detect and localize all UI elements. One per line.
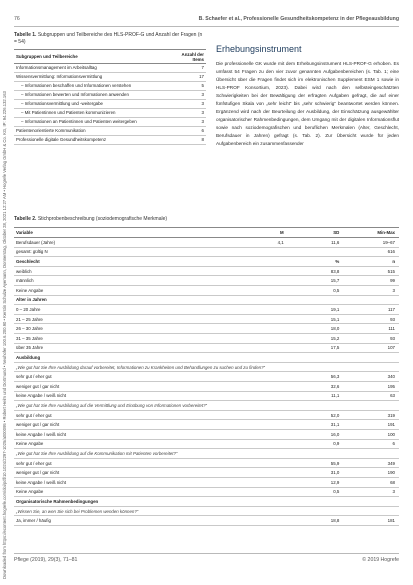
table-2-row xyxy=(14,401,399,411)
table-2-col-header: SD xyxy=(288,228,344,238)
table-2-cell-value xyxy=(232,439,288,449)
table-1-cell-count: 17 xyxy=(168,72,206,81)
table-2-cell-label: „Wissen Sie, an wen Sie sich bei Problemen wenden können?“ xyxy=(14,506,232,516)
table-2-col-header: Min-Max xyxy=(343,228,399,238)
running-head xyxy=(14,16,399,26)
table-2-cell-label: Keine Angabe xyxy=(14,286,232,296)
table-1-row xyxy=(14,64,206,73)
table-2-cell-value xyxy=(232,506,288,516)
table-2-col-header: Variable xyxy=(14,228,232,238)
table-1-row xyxy=(14,108,206,117)
table-2-cell-value xyxy=(232,449,288,459)
table-2-cell-value: 15,7 xyxy=(288,276,344,286)
table-2-cell-label: weniger gut / gar nicht xyxy=(14,468,232,478)
table-1-cell-count: 3 xyxy=(168,90,206,99)
table-2-cell-value: 0,5 xyxy=(288,487,344,497)
table-2-cell-label: Berufsdauer (Jahre) xyxy=(14,238,232,248)
table-1-caption xyxy=(14,32,206,46)
table-1-cell-count: 3 xyxy=(168,117,206,126)
table-2-row xyxy=(14,334,399,344)
table-2-cell-value: 63 xyxy=(343,391,399,401)
table-2-row xyxy=(14,295,399,305)
table-2-row xyxy=(14,487,399,497)
table-2-cell-value: n xyxy=(343,257,399,267)
table-1-cell-count: 5 xyxy=(168,81,206,90)
journal-citation: Pflege (2019), 29(3), 71–81 xyxy=(14,557,78,563)
page-number: 76 xyxy=(14,16,20,22)
table-2-cell-value: 3 xyxy=(343,487,399,497)
table-1-row xyxy=(14,117,206,126)
table-1-grid xyxy=(14,49,206,145)
table-2-cell-label: über 35 Jahre xyxy=(14,343,232,353)
table-1-row xyxy=(14,135,206,144)
table-1-cell-count: 3 xyxy=(168,108,206,117)
table-2-row xyxy=(14,477,399,487)
table-2-cell-value xyxy=(232,334,288,344)
table-2-cell-value xyxy=(288,506,344,516)
footer-rule xyxy=(14,553,399,554)
section-heading: Erhebungsinstrument xyxy=(216,44,302,54)
table-2-cell-label: sehr gut / eher gut xyxy=(14,458,232,468)
table-2-cell-value: 195 xyxy=(343,382,399,392)
table-2-row xyxy=(14,362,399,372)
table-2-cell-value: 19,1 xyxy=(288,305,344,315)
table-1-row xyxy=(14,126,206,135)
table-2-cell-label: keine Angabe / weiß nicht xyxy=(14,477,232,487)
table-1-cell-label: Wissensvermittlung: Informationsvermittlung xyxy=(14,72,168,81)
table-2-row xyxy=(14,257,399,267)
table-2-cell-label: weiblich xyxy=(14,266,232,276)
table-2-cell-value: 4,1 xyxy=(232,238,288,248)
table-2-cell-label: sehr gut / eher gut xyxy=(14,410,232,420)
table-2-cell-value: 19–67 xyxy=(343,238,399,248)
table-2-cell-value: 0,5 xyxy=(288,286,344,296)
table-2-row xyxy=(14,449,399,459)
table-2-cell-value xyxy=(288,497,344,507)
table-2-caption-text: Stichprobenbeschreibung (soziodemografische Merkmale) xyxy=(37,216,168,222)
table-2-cell-value: 56,3 xyxy=(288,372,344,382)
table-2-row xyxy=(14,410,399,420)
body-paragraph: Die professionelle GK wurde mit dem Erhebungsinstrument HLS-PROF-G erhoben. Es umfasst 54 Fragen zu den vier zuvor genannten Aufgabenbereichen (s. Tab. 1; eine Übersicht über die Fragen findet sich im elektronischen Supplement ESM 1 sowie in HLS-PROF Konsortium, 2023). Dabei wird nach den selbsteingeschätzten Schwierigkeiten bei der Bewältigung der erfragten Aufgaben gefragt, die auf einer fünfstufigen Skala von „sehr leicht“ bis „sehr schwierig“ beantwortet werden können. Ergänzend wird nach der Beurteilung der Ausbildung, der Einschätzung ausgewählter organisatorischer Rahmenbedingungen, dem Umgang mit der digitalen Informationsflut sowie nach soziodemografischen und beruflichen Merkmalen (Alter, Geschlecht, Berufsdauer in Jahren) gefragt (s. Tab. 2). Zur Übersicht wurde für jeden Aufgabenbereich ein zusammenfassender xyxy=(216,61,399,147)
table-2-cell-value: 349 xyxy=(343,458,399,468)
table-2-cell-value xyxy=(232,458,288,468)
table-2-cell-label: „Wie gut hat Sie Ihre Ausbildung auf die Vermittlung und Einübung von Informationen vorbereitet?“ xyxy=(14,401,232,411)
table-2-cell-value xyxy=(232,314,288,324)
table-2-cell-value: 99 xyxy=(343,276,399,286)
table-1-cell-label: – Informationen beschaffen und Informationen verstehen xyxy=(14,81,168,90)
table-1-row xyxy=(14,99,206,108)
table-2-cell-value xyxy=(232,247,288,257)
table-2-cell-value xyxy=(343,497,399,507)
table-2-cell-label: keine Angabe / weiß nicht xyxy=(14,429,232,439)
table-2-cell-value xyxy=(232,429,288,439)
table-2-cell-label: weniger gut / gar nicht xyxy=(14,420,232,430)
table-1-cell-count: 8 xyxy=(168,135,206,144)
table-2-cell-value: 3 xyxy=(343,286,399,296)
table-2-cell-value xyxy=(343,362,399,372)
table-2-row xyxy=(14,506,399,516)
table-2-cell-value xyxy=(232,477,288,487)
table-2-cell-value: 31,1 xyxy=(288,420,344,430)
table-2-cell-value xyxy=(232,324,288,334)
table-2-cell-label: sehr gut / eher gut xyxy=(14,372,232,382)
table-1-row xyxy=(14,90,206,99)
table-1-row xyxy=(14,72,206,81)
table-2-cell-value xyxy=(232,468,288,478)
table-2-row xyxy=(14,439,399,449)
table-2-cell-value: 117 xyxy=(343,305,399,315)
table-2-cell-value: 6 xyxy=(343,439,399,449)
table-2-cell-value xyxy=(232,372,288,382)
table-2-cell-value: 515 xyxy=(343,266,399,276)
table-2-cell-label: Keine Angabe xyxy=(14,439,232,449)
table-2-cell-label: Alter in Jahren xyxy=(14,295,232,305)
table-2-row xyxy=(14,372,399,382)
table-2-row xyxy=(14,353,399,363)
table-2-cell-value xyxy=(288,401,344,411)
table-2-cell-value xyxy=(288,295,344,305)
table-2-row xyxy=(14,458,399,468)
table-2-cell-value xyxy=(288,362,344,372)
table-2-cell-value: 107 xyxy=(343,343,399,353)
table-2-cell-value: 616 xyxy=(343,247,399,257)
table-2-cell-value xyxy=(343,295,399,305)
table-2-cell-value xyxy=(232,391,288,401)
table-2-cell-value xyxy=(232,487,288,497)
table-1 xyxy=(14,32,206,145)
table-2-cell-label: Organisatorische Rahmenbedingungen xyxy=(14,497,232,507)
table-2-cell-value: 11,1 xyxy=(288,391,344,401)
table-2-col-header: M xyxy=(232,228,288,238)
table-2-cell-value: 93 xyxy=(343,334,399,344)
table-2-cell-value: 17,5 xyxy=(288,343,344,353)
table-2-cell-value xyxy=(232,286,288,296)
table-1-cell-label: Patientenorientierte Kommunikation xyxy=(14,126,168,135)
table-2-caption-label: Tabelle 2. xyxy=(14,216,37,222)
table-2-cell-value xyxy=(232,410,288,420)
table-2-cell-value: 18,8 xyxy=(288,516,344,526)
table-2-cell-label: 0 – 20 Jahre xyxy=(14,305,232,315)
table-2-cell-value xyxy=(288,247,344,257)
table-1-caption-text: Subgruppen und Teilbereiche des HLS-PROF-G und Anzahl der Fragen (n = 54) xyxy=(14,32,203,45)
table-2-cell-label: 31 – 35 Jahre xyxy=(14,334,232,344)
table-2-cell-label: „Wie gut hat Sie Ihre Ausbildung auf die Kommunikation mit Patienten vorbereitet?“ xyxy=(14,449,232,459)
download-watermark-strip xyxy=(0,0,10,585)
table-2-cell-label: Ausbildung xyxy=(14,353,232,363)
table-2-cell-value: 190 xyxy=(343,468,399,478)
running-article-title: B. Schaefer et al., Professionelle Gesundheitskompetenz in der Pflegeausbildung xyxy=(198,16,399,22)
table-2-cell-label: männlich xyxy=(14,276,232,286)
table-1-row xyxy=(14,81,206,90)
table-2-cell-value xyxy=(232,305,288,315)
table-1-cell-label: – Informationen bewerten und Informationen anwenden xyxy=(14,90,168,99)
table-2-cell-value: 181 xyxy=(343,516,399,526)
table-2-row xyxy=(14,286,399,296)
table-2-cell-value: 340 xyxy=(343,372,399,382)
table-2-cell-value xyxy=(232,497,288,507)
table-2-cell-value: 68 xyxy=(343,477,399,487)
table-2-cell-value: 52,0 xyxy=(288,410,344,420)
table-2-cell-value: 12,9 xyxy=(288,477,344,487)
table-2-cell-value xyxy=(232,343,288,353)
table-2-cell-value: 18,0 xyxy=(288,324,344,334)
table-2-cell-value: 31,0 xyxy=(288,468,344,478)
table-2-cell-label: 26 – 30 Jahre xyxy=(14,324,232,334)
table-2-cell-value: 32,6 xyxy=(288,382,344,392)
table-1-cell-label: – Mit Patientinnen und Patienten kommunizieren xyxy=(14,108,168,117)
table-2-cell-value xyxy=(232,420,288,430)
table-2-row xyxy=(14,305,399,315)
table-2-cell-label: Keine Angabe xyxy=(14,487,232,497)
table-2-cell-value xyxy=(288,353,344,363)
table-1-cell-count: 7 xyxy=(168,64,206,73)
table-2-cell-value: 100 xyxy=(343,429,399,439)
header-rule xyxy=(14,26,399,27)
download-watermark-text: Downloaded from https://econtent.hogrefe.com/doi/pdf/10.1024/2297-1025/a000095 • Robert Helm und Dortmund • Neuhofer 100.6.200.90 • Kerstin Schulze Ayemann, Donnerstag, Oktober 28, 2021 12:27 AM • Hogrefe Verlag GmbH & Co. KG, IP: 94.226.132.163 xyxy=(2,91,7,579)
table-2-row xyxy=(14,391,399,401)
table-2-cell-value xyxy=(343,449,399,459)
table-2-row xyxy=(14,516,399,526)
table-2-row xyxy=(14,324,399,334)
table-2-cell-label: gesamt: gültig N xyxy=(14,247,232,257)
table-2-cell-value: 83,8 xyxy=(288,266,344,276)
table-2-row xyxy=(14,429,399,439)
table-2-row xyxy=(14,266,399,276)
table-2-cell-value xyxy=(232,257,288,267)
table-1-cell-label: – Informationsvermittlung und -weitergabe xyxy=(14,99,168,108)
table-2-cell-label: weniger gut / gar nicht xyxy=(14,382,232,392)
table-2-cell-value xyxy=(232,266,288,276)
table-2 xyxy=(14,227,399,526)
table-2-cell-value xyxy=(232,382,288,392)
table-2-cell-value xyxy=(232,516,288,526)
table-2-caption xyxy=(14,216,167,223)
table-2-row xyxy=(14,382,399,392)
table-2-cell-label: 21 – 25 Jahre xyxy=(14,314,232,324)
table-2-cell-value: 111 xyxy=(343,324,399,334)
table-2-cell-label: Ja, immer / häufig xyxy=(14,516,232,526)
table-2-cell-value xyxy=(343,506,399,516)
table-2-row xyxy=(14,276,399,286)
table-2-cell-label: „Wie gut hat Sie Ihre Ausbildung darauf vorbereitet, Informationen zu Krankheiten und Behandlungen zu suchen und zu finden?“ xyxy=(14,362,232,372)
table-2-row xyxy=(14,343,399,353)
table-1-col-header: Anzahl der Items xyxy=(168,50,206,64)
table-2-cell-value xyxy=(288,449,344,459)
table-2-cell-value: 319 xyxy=(343,410,399,420)
table-2-row xyxy=(14,238,399,248)
table-2-row xyxy=(14,247,399,257)
table-2-cell-label: keine Angabe / weiß nicht xyxy=(14,391,232,401)
table-2-cell-value xyxy=(232,353,288,363)
copyright-notice: © 2019 Hogrefe xyxy=(362,557,399,563)
table-2-cell-value xyxy=(232,276,288,286)
table-2-row xyxy=(14,314,399,324)
table-2-row xyxy=(14,420,399,430)
table-1-cell-count: 6 xyxy=(168,126,206,135)
table-2-cell-value: 15,1 xyxy=(288,314,344,324)
table-1-cell-label: Professionelle digitale Gesundheitskompetenz xyxy=(14,135,168,144)
table-2-cell-label: Geschlecht xyxy=(14,257,232,267)
table-2-row xyxy=(14,468,399,478)
table-2-cell-value xyxy=(343,353,399,363)
table-2-cell-value: 93 xyxy=(343,314,399,324)
table-2-grid xyxy=(14,227,399,526)
table-2-cell-value: 16,0 xyxy=(288,429,344,439)
table-2-row xyxy=(14,497,399,507)
table-1-cell-count: 3 xyxy=(168,99,206,108)
table-2-cell-value: 0,9 xyxy=(288,439,344,449)
table-2-cell-value xyxy=(232,401,288,411)
table-1-caption-label: Tabelle 1. xyxy=(14,32,37,38)
table-2-cell-value: 11,6 xyxy=(288,238,344,248)
table-1-cell-label: – Informationen an Patientinnen und Patienten weitergeben xyxy=(14,117,168,126)
table-2-cell-value xyxy=(232,295,288,305)
table-2-cell-value: 15,2 xyxy=(288,334,344,344)
table-2-cell-value: 55,9 xyxy=(288,458,344,468)
table-1-header-row xyxy=(14,50,206,64)
table-1-cell-label: Informationsmanagement im Arbeitsalltag xyxy=(14,64,168,73)
table-2-header-row xyxy=(14,228,399,238)
table-1-col-header: Subgruppen und Teilbereiche xyxy=(14,50,168,64)
table-2-cell-value: 191 xyxy=(343,420,399,430)
table-2-cell-value xyxy=(343,401,399,411)
table-2-cell-value: % xyxy=(288,257,344,267)
